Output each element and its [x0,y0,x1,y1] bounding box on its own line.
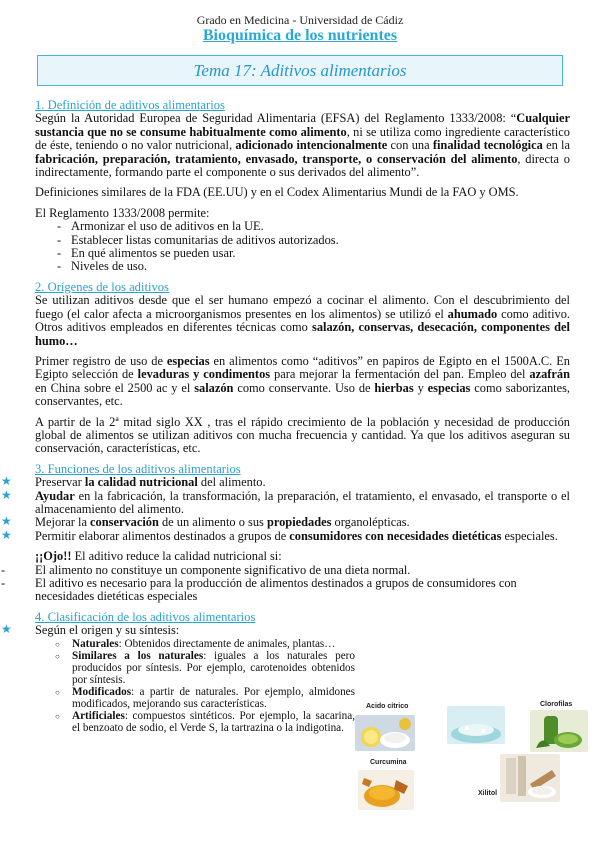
xylitol-image [500,754,560,802]
warning-note: ¡¡Ojo!! El aditivo reduce la calidad nutricional si: [35,549,282,564]
list-item: ★ Permitir elaborar alimentos destinados a grupos de consumidores con necesidades dietéticas especiales. [1,527,558,543]
list-item: ★ Preservar la calidad nutricional del alimento. [1,474,266,490]
origins-paragraph-3: A partir de la 2ª mitad siglo XX , tras el rápido crecimiento de la población y necesidad de producción global de alimentos se utilizan aditivos con mucha frecuencia y cantidad. Ya que los aditivos aseguran su conservación, características, etc. [35,414,570,456]
regulation-allows: El Reglamento 1333/2008 permite: [35,205,210,220]
list-item: - El alimento no constituye un componente significativo de una dieta normal. [1,562,411,577]
circle-bullet-icon: ○ [55,687,60,697]
caption-curcumin: Curcumina [370,759,407,766]
star-icon: ★ [1,622,12,637]
list-item: ★ Ayudar en la fabricación, la transformación, la preparación, el tratamiento, el envasado, el transporte o el almacenamiento del alimento. [1,487,570,516]
origins-paragraph-2: Primer registro de uso de especias en alimentos como “aditivos” en papiros de Egipto en el 1500A.C. En Egipto selección de levaduras y condimentos para mejorar la fermentación del pan. Empleo del azafrán en China sobre el 2500 ac y el salazón como conservante. Uso de hierbas y especias como saborizantes, conservantes, etc. [35,353,571,409]
regulation-list [35,220,570,274]
list-item: - Armonizar el uso de aditivos en la UE. [57,220,570,233]
dash-icon: - [1,562,6,577]
list-item: - El aditivo es necesario para la producción de alimentos destinados a grupos de consumidores con necesidades dietéticas especiales [1,576,517,604]
circle-bullet-icon: ○ [55,639,60,649]
origins-paragraph-1: Se utilizan aditivos desde que el ser humano empezó a cocinar el alimento. Con el descubrimiento del fuego (el calor afecta a microorganismos presentes en los alimentos) se utilizó el ahumado como aditivo. Otros aditivos empleados en diferentes técnicas como salazón, conservas, desecación, componentes del humo… [35,293,571,348]
star-icon: ★ [1,514,12,529]
additive-images [352,694,592,824]
section-3-heading[interactable]: 3. Funciones de los aditivos alimentarios [35,461,241,476]
circle-bullet-icon: ○ [55,711,60,721]
list-item: ○ Naturales: Obtenidos directamente de animales, plantas… [55,637,336,650]
star-icon: ★ [1,527,12,542]
star-icon: ★ [1,487,12,502]
list-item: ★ Mejorar la conservación de un alimento o sus propiedades organolépticas. [1,514,410,530]
circle-bullet-icon: ○ [55,651,60,661]
list-item: - En qué alimentos se pueden usar. [57,247,570,260]
caption-citric-acid: Acido cítrico [366,703,409,710]
functions-list [1,474,570,543]
main-content [1,98,573,734]
similar-definitions: Definiciones similares de la FDA (EE.UU) y en el Codex Alimentarius Mundi de la FAO y OMS. [35,185,519,200]
list-item: - Establecer listas comunitarias de aditivos autorizados. [57,234,570,247]
classification-sublist [35,638,355,734]
agar-agar-image [447,706,505,744]
list-item: ○ Similares a los naturales: iguales a los naturales pero producidos por síntesis. Por ejemplo, carotenoides obtenidos por síntesis. [55,649,355,686]
section-2-heading[interactable]: 2. Orígenes de los aditivos [35,279,169,294]
warning-list [1,562,570,604]
topic-title: Tema 17: Aditivos alimentarios [37,55,563,86]
caption-xylitol: Xilitol [478,790,498,797]
curcumin-image [358,770,414,810]
course-title[interactable]: Bioquímica de los nutrientes [202,27,398,44]
section-1-heading[interactable]: 1. Definición de aditivos alimentarios [35,98,225,112]
list-item: - Niveles de uso. [57,260,570,273]
section-4-heading[interactable]: 4. Clasificación de los aditivos alimentarios [35,609,256,624]
chlorophyll-image [530,710,588,752]
list-item: ★ Según el origen y su síntesis: [1,622,180,638]
list-item: ○ Modificados: a partir de naturales. Por ejemplo, almidones modificados, mejorando sus características. [55,685,355,710]
classification-list [1,622,570,638]
definition-paragraph: Según la Autoridad Europea de Seguridad Alimentaria (EFSA) del Reglamento 1333/2008: “Cualquier sustancia que no se consume habitualmente como alimento, ni se utiliza como ingrediente característico de éste, teniendo o no valor nutricional, adicionado intencionalmente con una finalidad tecnológica en la fabricación, preparación, tratamiento, envasado, transporte, o conservación del alimento, directa o indirectamente, formando parte el componente o sus derivados del alimento”. [35,111,570,180]
star-icon: ★ [1,474,12,489]
caption-chlorophyll: Clorofilas [540,701,573,708]
dash-icon: - [1,576,6,590]
degree-university: Grado en Medicina - Universidad de Cádiz [196,13,404,27]
citric-acid-image [355,715,415,751]
list-item: ○ Artificiales: compuestos sintéticos. Por ejemplo, la sacarina, el benzoato de sodio, el Verde S, la tartrazina o la indigotina. [55,709,355,734]
